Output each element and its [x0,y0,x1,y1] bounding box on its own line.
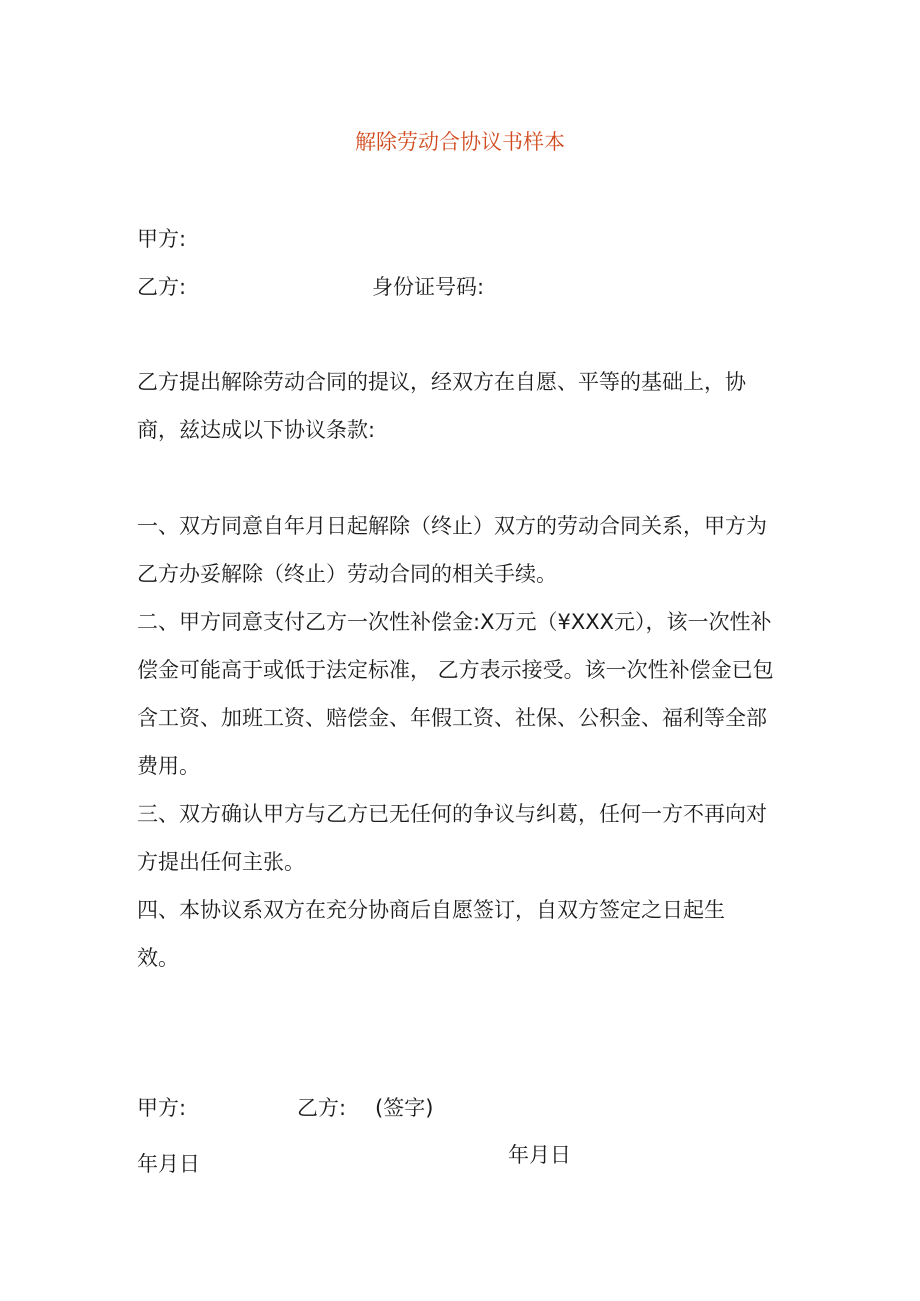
signature-date-a: 年月日 [137,1152,200,1176]
clause-2: 二、甲方同意支付乙方一次性补偿金:X万元（¥XXX元），该一次性补偿金可能高于或低于法定标准， 乙方表示接受。该一次性补偿金已包含工资、加班工资、赔偿金、年假工资、社保、公积金、福利等全部费用。 [137,610,774,778]
clause-4: 四、本协议系双方在充分协商后自愿签订，自双方签定之日起生效。 [137,898,725,970]
party-b-label: 乙方: [137,275,187,299]
clause-3: 三、双方确认甲方与乙方已无任何的争议与纠葛，任何一方不再向对方提出任何主张。 [137,802,767,874]
party-a-label: 甲方: [137,227,187,251]
clause-1: 一、双方同意自年月日起解除（终止）双方的劳动合同关系，甲方为乙方办妥解除（终止）劳动合同的相关手续。 [137,514,767,586]
signature-party-b-label: 乙方: [297,1096,347,1120]
page-title: 解除劳动合协议书样本 [355,130,565,154]
signature-note: (签字) [375,1096,434,1120]
intro-paragraph: 乙方提出解除劳动合同的提议，经双方在自愿、平等的基础上，协商，兹达成以下协议条款: [137,370,746,442]
signature-date-b: 年月日 [508,1143,571,1167]
id-number-label: 身份证号码: [372,275,485,299]
signature-party-a-label: 甲方: [137,1096,187,1120]
